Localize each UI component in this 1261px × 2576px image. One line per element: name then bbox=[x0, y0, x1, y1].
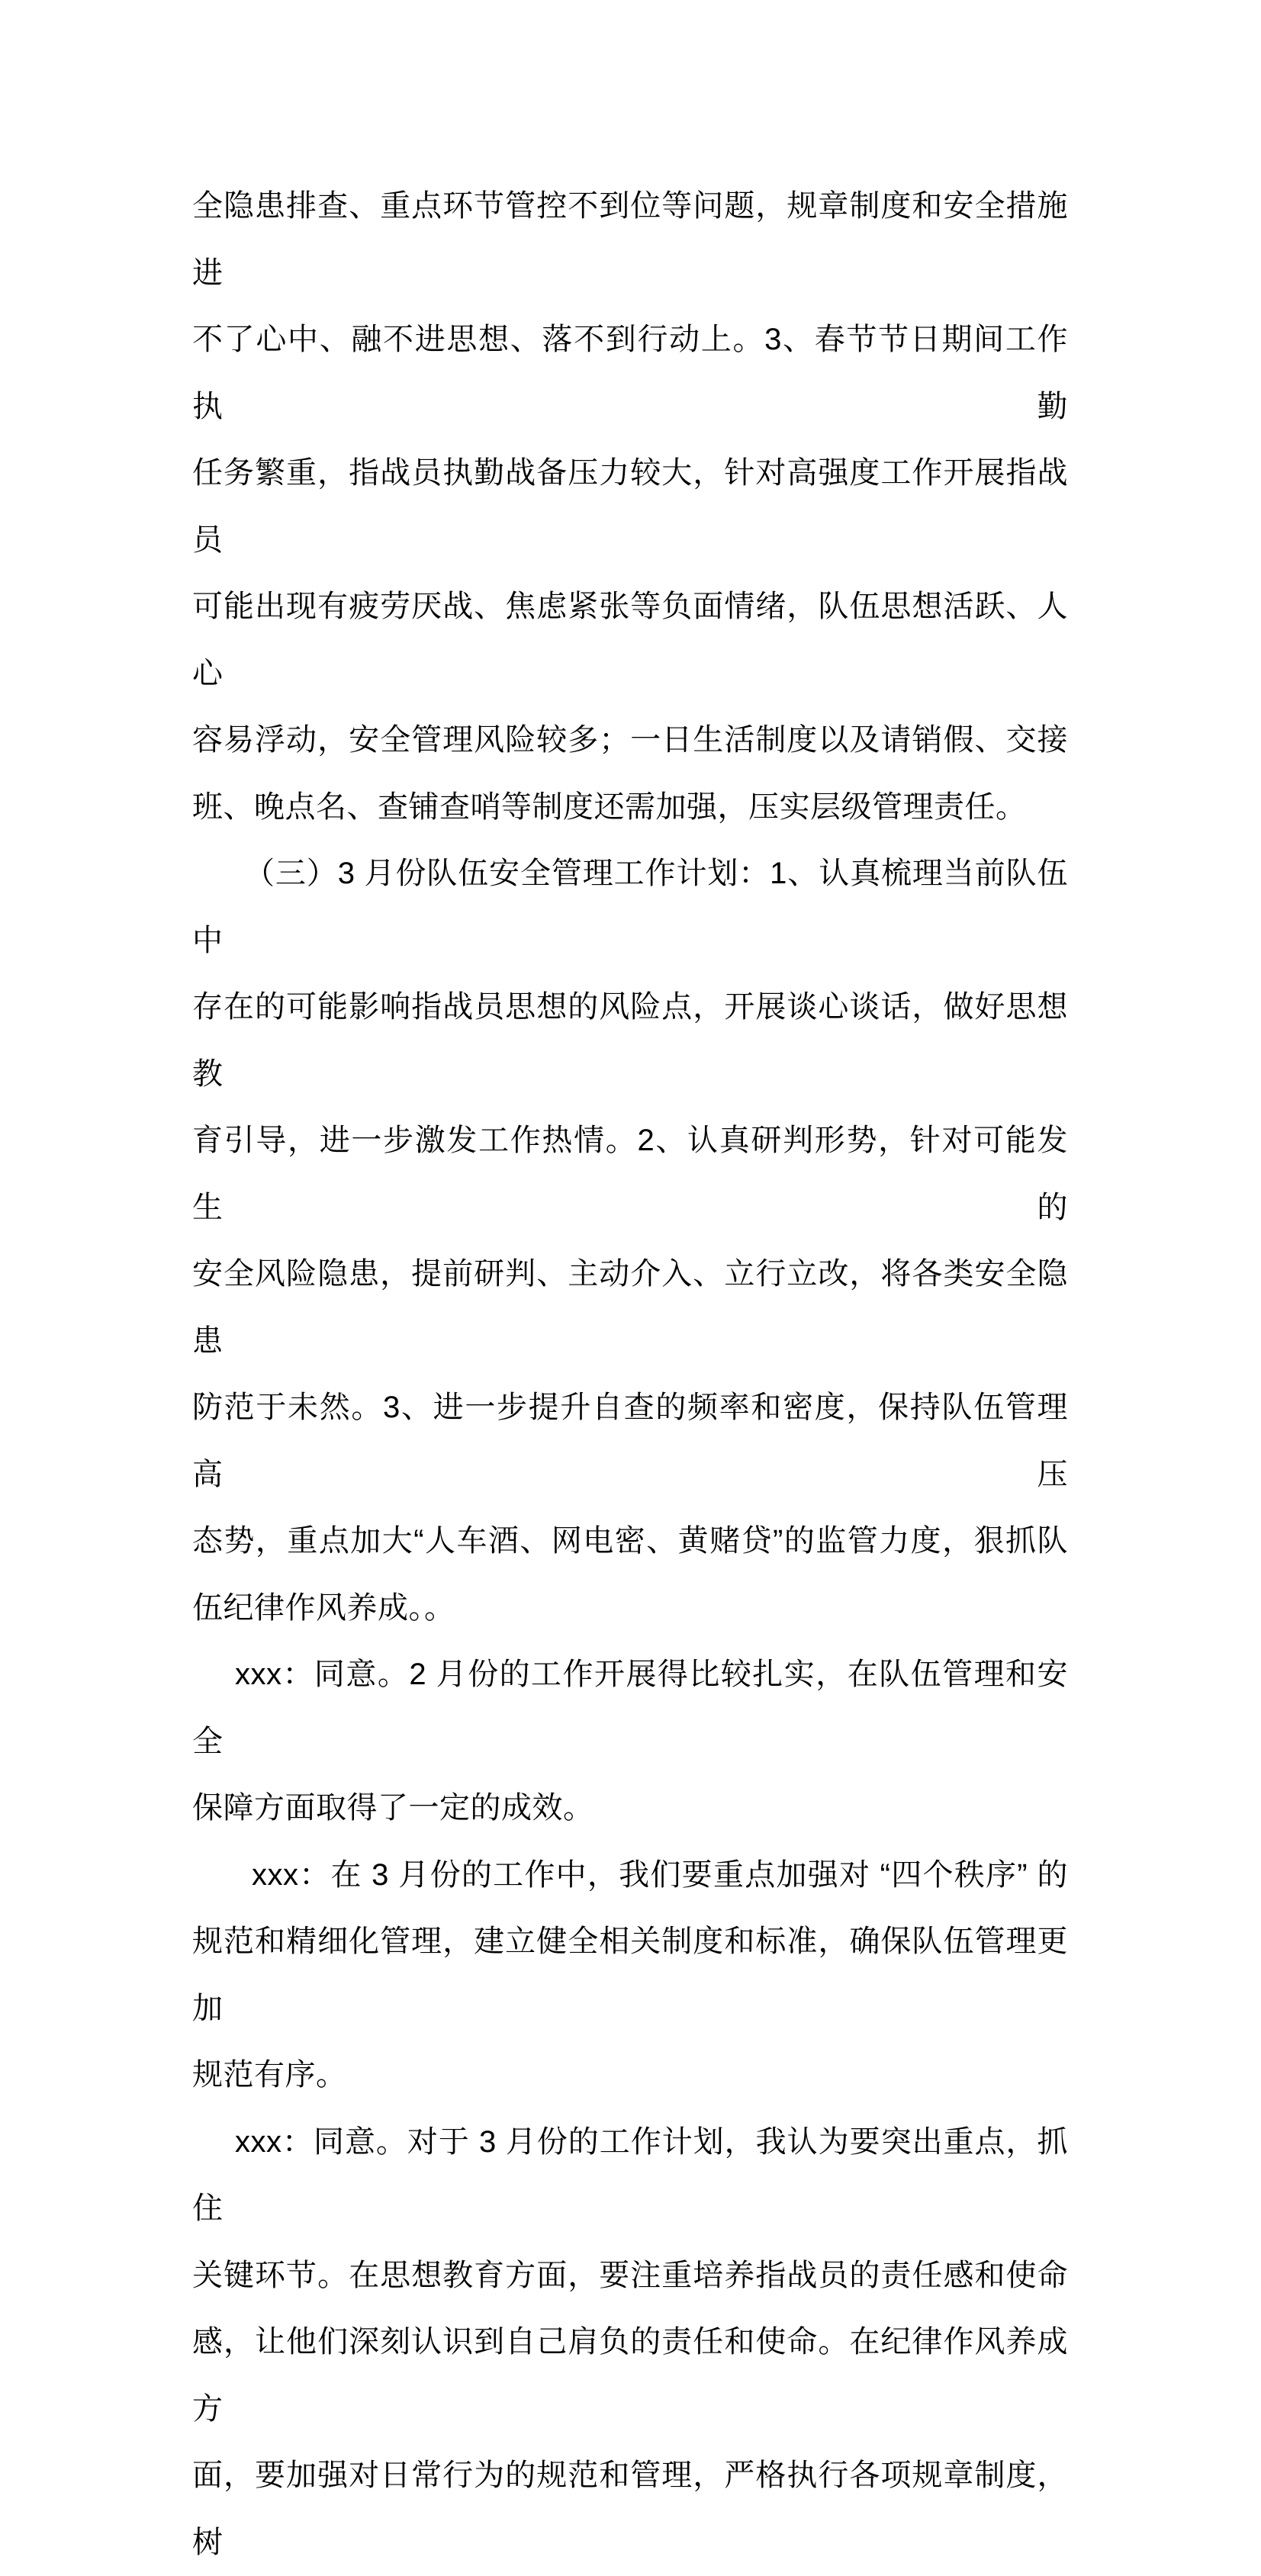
text-line: 班、晚点名、查铺查哨等制度还需加强，压实层级管理责任。 bbox=[192, 790, 1027, 824]
text-line: 育引导，进一步激发工作热情。2、认真研判形势，针对可能发生的 bbox=[192, 1124, 1068, 1224]
text-line: 安全风险隐患，提前研判、主动介入、立行立改，将各类安全隐患 bbox=[192, 1257, 1068, 1358]
text-line: （三）3 月份队伍安全管理工作计划：1、认真梳理当前队伍中 bbox=[192, 857, 1068, 957]
text-line: 存在的可能影响指战员思想的风险点，开展谈心谈话，做好思想教 bbox=[192, 990, 1068, 1091]
text-line: 关键环节。在思想教育方面，要注重培养指战员的责任感和使命 bbox=[192, 2258, 1068, 2292]
text-line: 任务繁重，指战员执勤战备压力较大，针对高强度工作开展指战员 bbox=[192, 456, 1068, 557]
text-line: 全隐患排查、重点环节管控不到位等问题，规章制度和安全措施进 bbox=[192, 189, 1068, 290]
text-line: 感，让他们深刻认识到自己肩负的责任和使命。在纪律作风养成方 bbox=[192, 2325, 1068, 2426]
text-line: 规范和精细化管理，建立健全相关制度和标准，确保队伍管理更加 bbox=[192, 1925, 1068, 2025]
text-line: 伍纪律作风养成。。 bbox=[192, 1590, 455, 1625]
text-line: 容易浮动，安全管理风险较多；一日生活制度以及请销假、交接 bbox=[192, 723, 1068, 757]
text-line: 态势，重点加大“人车酒、网电密、黄赌贷”的监管力度，狠抓队 bbox=[192, 1524, 1068, 1558]
text-line: xxx：同意。2 月份的工作开展得比较扎实，在队伍管理和安全 bbox=[192, 1658, 1068, 1758]
text-line: 防范于未然。3、进一步提升自查的频率和密度，保持队伍管理高压 bbox=[192, 1391, 1068, 1491]
text-line: xxx：在 3 月份的工作中，我们要重点加强对 “四个秩序” 的 bbox=[252, 1857, 1068, 1892]
text-line: xxx：同意。对于 3 月份的工作计划，我认为要突出重点，抓住 bbox=[192, 2124, 1068, 2225]
text-line: 可能出现有疲劳厌战、焦虑紧张等负面情绪，队伍思想活跃、人心 bbox=[192, 590, 1068, 690]
text-line: 不了心中、融不进思想、落不到行动上。3、春节节日期间工作执勤 bbox=[192, 323, 1068, 423]
text-line: 面，要加强对日常行为的规范和管理，严格执行各项规章制度，树 bbox=[192, 2459, 1068, 2559]
text-line: 规范有序。 bbox=[192, 2058, 347, 2092]
text-line: 保障方面取得了一定的成效。 bbox=[192, 1791, 594, 1825]
